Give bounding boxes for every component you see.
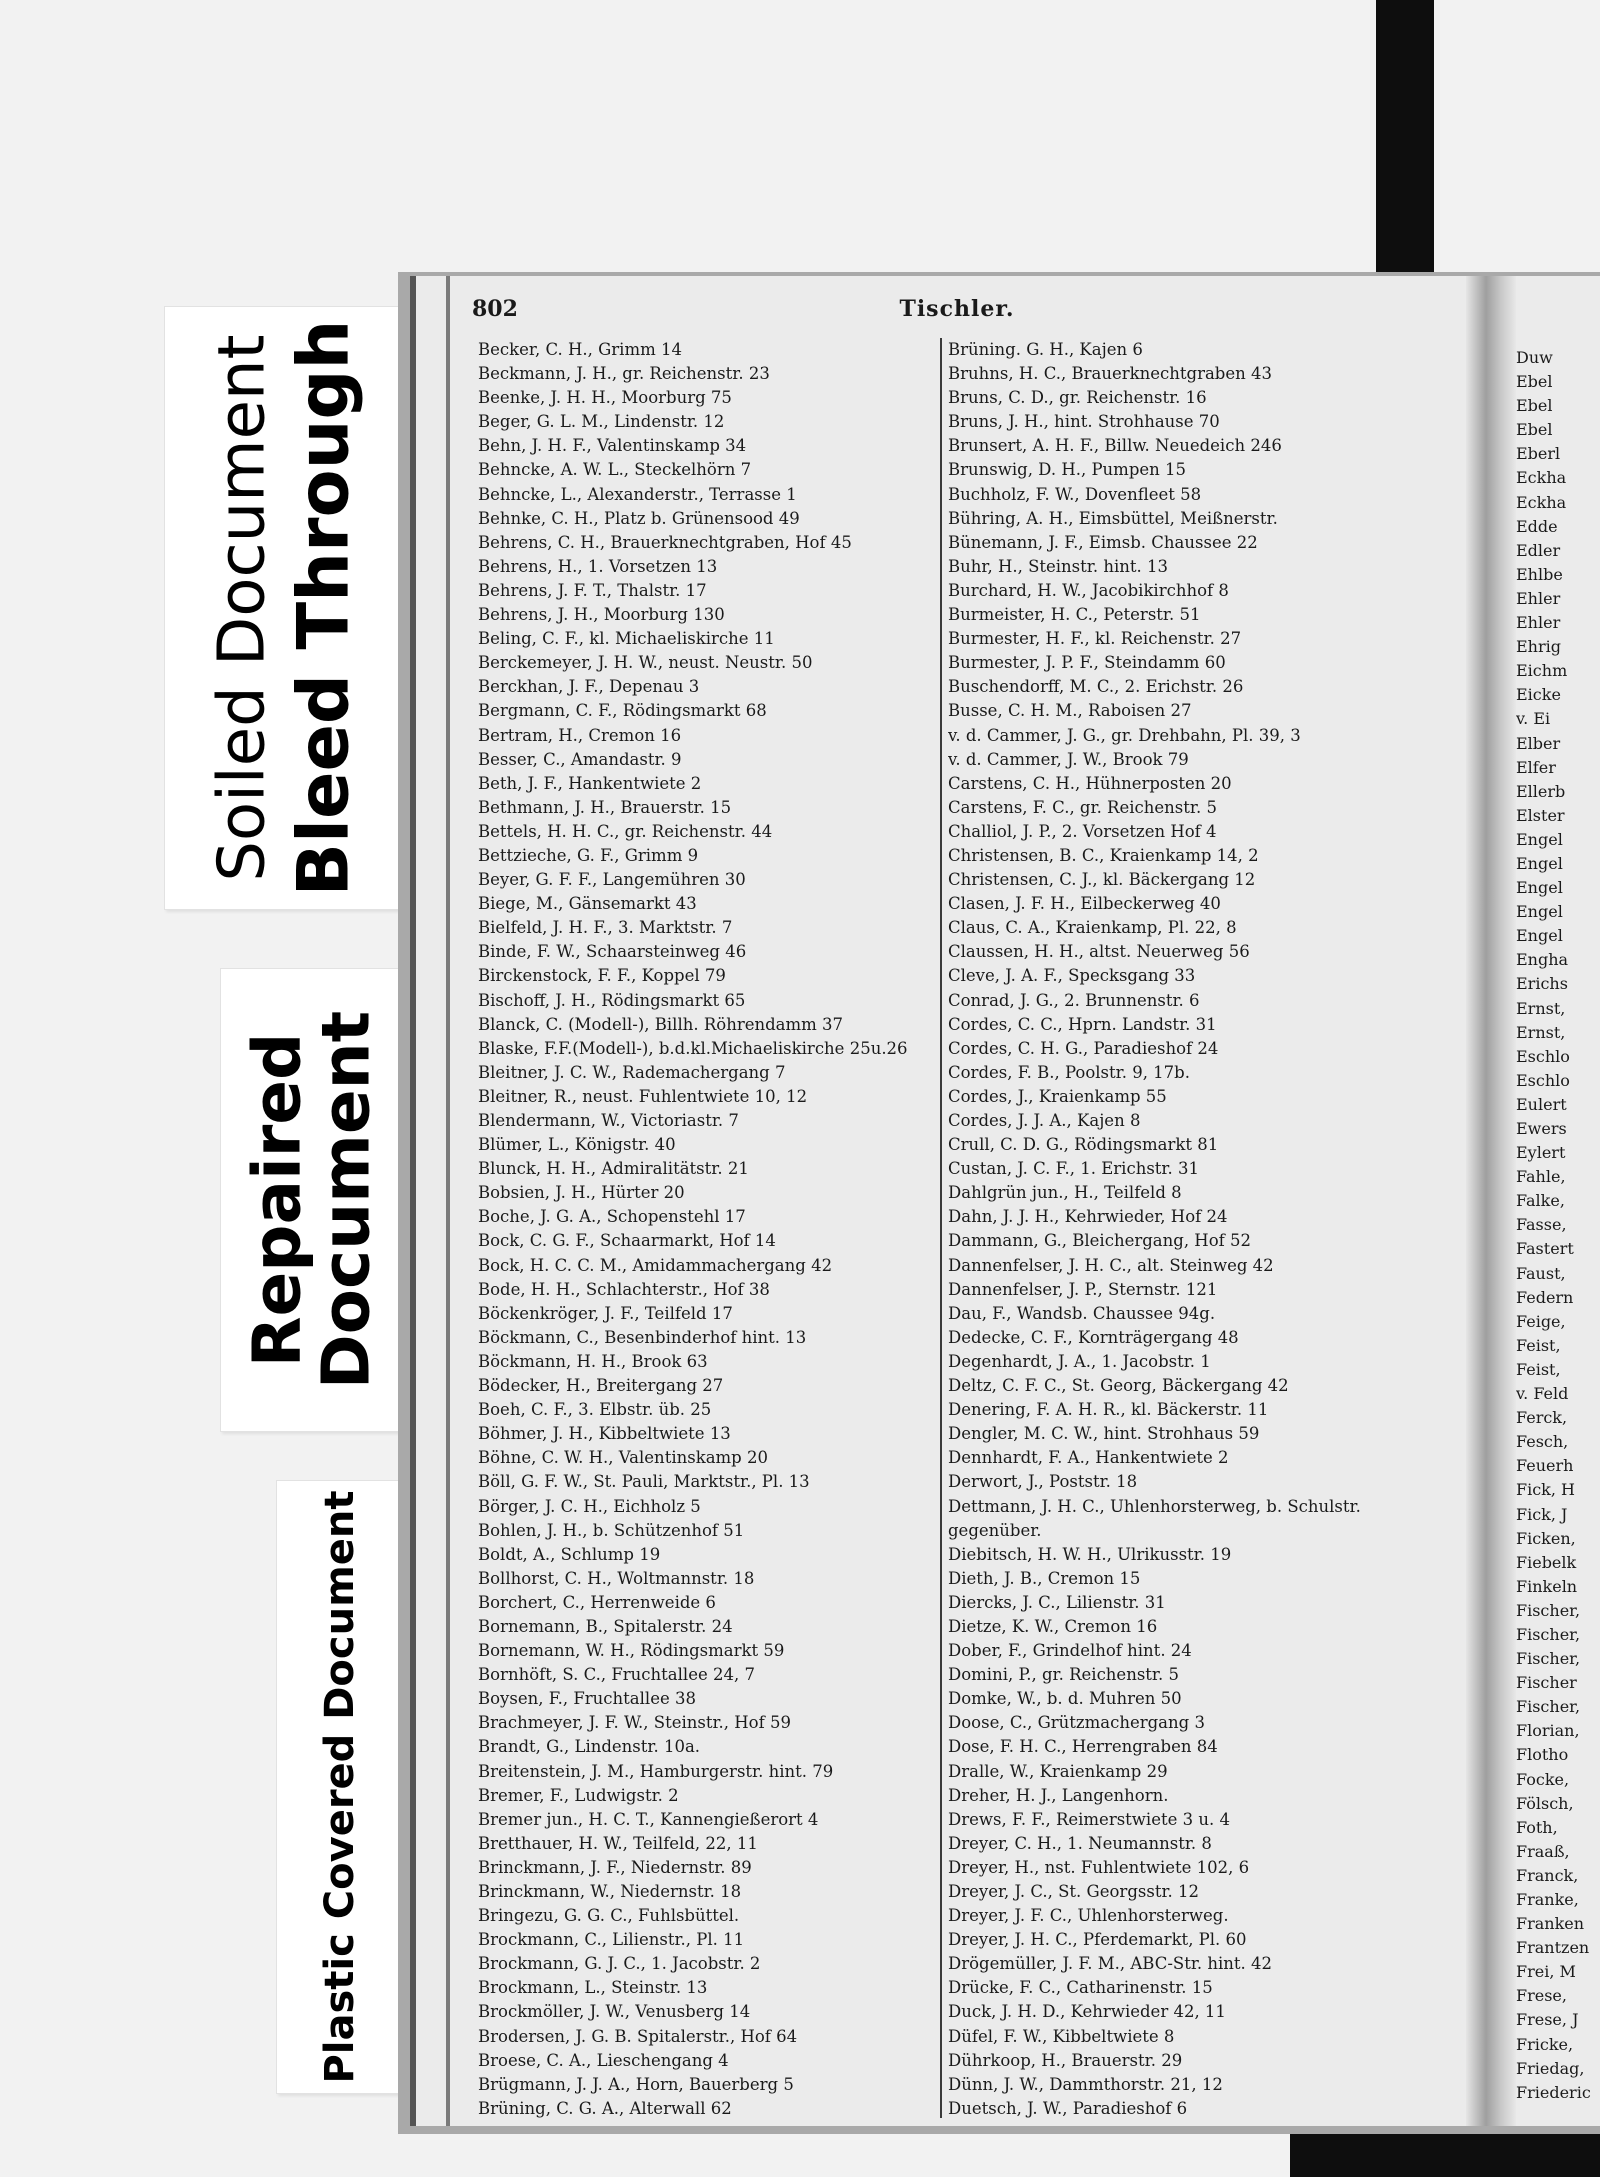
directory-entry: Dose, F. H. C., Herrengraben 84 xyxy=(948,1737,1218,1757)
directory-entry: Biege, M., Gänsemarkt 43 xyxy=(478,894,697,914)
directory-entry: Boeh, C. F., 3. Elbstr. üb. 25 xyxy=(478,1400,712,1420)
directory-entry: Frei, M xyxy=(1516,1962,1576,1982)
label-plastic: Plastic Covered Document xyxy=(317,1490,363,2084)
directory-entry: Binde, F. W., Schaarsteinweg 46 xyxy=(478,942,747,962)
directory-entry: Cordes, C. H. G., Paradieshof 24 xyxy=(948,1038,1219,1058)
directory-entry: Christensen, C. J., kl. Bäckergang 12 xyxy=(948,870,1256,890)
directory-entry: Ficken, xyxy=(1516,1528,1576,1548)
right-column-partial xyxy=(1516,346,1600,2105)
directory-entry: Düfel, F. W., Kibbeltwiete 8 xyxy=(948,2026,1175,2046)
directory-entry: Beyer, G. F. F., Langemühren 30 xyxy=(478,870,746,890)
directory-entry: Engel xyxy=(1516,902,1563,922)
directory-entry: Ebel xyxy=(1516,420,1553,440)
directory-entry: Fischer xyxy=(1516,1673,1577,1693)
directory-entry: Bretthauer, H. W., Teilfeld, 22, 11 xyxy=(478,1833,758,1853)
directory-entry: Fastert xyxy=(1516,1239,1574,1259)
directory-entry: gegenüber. xyxy=(948,1520,1042,1540)
directory-entry: Engha xyxy=(1516,950,1569,970)
directory-entry: Dralle, W., Kraienkamp 29 xyxy=(948,1761,1168,1781)
directory-entry: Birckenstock, F. F., Koppel 79 xyxy=(478,966,726,986)
directory-entry: Eckha xyxy=(1516,492,1567,512)
directory-entry: Deltz, C. F. C., St. Georg, Bäckergang 42 xyxy=(948,1376,1289,1396)
directory-entry: Boldt, A., Schlump 19 xyxy=(478,1544,661,1564)
directory-entry: Custan, J. C. F., 1. Erichstr. 31 xyxy=(948,1159,1199,1179)
directory-entry: Dreyer, H., nst. Fuhlentwiete 102, 6 xyxy=(948,1857,1250,1877)
directory-entry: Buchholz, F. W., Dovenfleet 58 xyxy=(948,484,1202,504)
directory-entry: Bertram, H., Cremon 16 xyxy=(478,725,682,745)
directory-entry: Cordes, F. B., Poolstr. 9, 17b. xyxy=(948,1062,1190,1082)
directory-entry: Christensen, B. C., Kraienkamp 14, 2 xyxy=(948,845,1259,865)
directory-entry: Edde xyxy=(1516,516,1558,536)
directory-entry: Erichs xyxy=(1516,974,1568,994)
directory-entry: Fischer, xyxy=(1516,1600,1581,1620)
directory-entry: Bruns, J. H., hint. Strohhause 70 xyxy=(948,412,1220,432)
directory-entry: Dannenfelser, J. P., Sternstr. 121 xyxy=(948,1279,1218,1299)
directory-entry: Cordes, C. C., Hprn. Landstr. 31 xyxy=(948,1014,1217,1034)
directory-entry: Edler xyxy=(1516,540,1561,560)
directory-entry: Dreher, H. J., Langenhorn. xyxy=(948,1785,1169,1805)
directory-entry: Diercks, J. C., Lilienstr. 31 xyxy=(948,1592,1166,1612)
directory-entry: Bode, H. H., Schlachterstr., Hof 38 xyxy=(478,1279,770,1299)
directory-entry: Blaske, F.F.(Modell-), b.d.kl.Michaeliskirche 25u.26 xyxy=(478,1038,908,1058)
directory-entry: Buschendorff, M. C., 2. Erichstr. 26 xyxy=(948,677,1244,697)
directory-entry: Frese, J xyxy=(1516,2010,1579,2030)
label-bleed-through: Bleed Through xyxy=(282,319,365,897)
directory-entry: Burchard, H. W., Jacobikirchhof 8 xyxy=(948,580,1229,600)
directory-entry: Foth, xyxy=(1516,1817,1558,1837)
directory-entry: Falke, xyxy=(1516,1191,1565,1211)
directory-entry: Fischer, xyxy=(1516,1649,1581,1669)
directory-entry: Crull, C. D. G., Rödingsmarkt 81 xyxy=(948,1135,1219,1155)
directory-entry: Bischoff, J. H., Rödingsmarkt 65 xyxy=(478,990,746,1010)
directory-entry: Finkeln xyxy=(1516,1576,1578,1596)
directory-entry: Bethmann, J. H., Brauerstr. 15 xyxy=(478,797,732,817)
directory-entry: Behn, J. H. F., Valentinskamp 34 xyxy=(478,436,747,456)
directory-entry: Dettmann, J. H. C., Uhlenhorsterweg, b. Schulstr. xyxy=(948,1496,1361,1516)
directory-entry: Dietze, K. W., Cremon 16 xyxy=(948,1616,1158,1636)
directory-entry: Fick, J xyxy=(1516,1504,1568,1524)
directory-entry: Fesch, xyxy=(1516,1432,1569,1452)
directory-entry: Dennhardt, F. A., Hankentwiete 2 xyxy=(948,1448,1229,1468)
directory-entry: Bornemann, B., Spitalerstr. 24 xyxy=(478,1616,733,1636)
directory-entry: Fischer, xyxy=(1516,1624,1581,1644)
directory-entry: Dünn, J. W., Dammthorstr. 21, 12 xyxy=(948,2074,1223,2094)
directory-entry: Ebel xyxy=(1516,396,1553,416)
directory-entry: Blendermann, W., Victoriastr. 7 xyxy=(478,1111,739,1130)
directory-entry: Bobsien, J. H., Hürter 20 xyxy=(478,1183,685,1203)
directory-entry: Duetsch, J. W., Paradieshof 6 xyxy=(948,2098,1188,2118)
dark-frame-strip-top xyxy=(1376,0,1434,278)
directory-entry: Dreyer, C. H., 1. Neumannstr. 8 xyxy=(948,1833,1212,1853)
directory-entry: Bödecker, H., Breitergang 27 xyxy=(478,1376,724,1396)
directory-entry: Behrens, C. H., Brauerknechtgraben, Hof 45 xyxy=(478,532,852,552)
directory-entry: Burmester, J. P. F., Steindamm 60 xyxy=(948,653,1226,673)
page-edge-line xyxy=(446,276,450,2126)
directory-entry: v. d. Cammer, J. W., Brook 79 xyxy=(948,749,1189,769)
directory-entry: Fölsch, xyxy=(1516,1793,1574,1813)
directory-entry: Dahn, J. J. H., Kehrwieder, Hof 24 xyxy=(948,1207,1228,1227)
directory-entry: Behrens, H., 1. Vorsetzen 13 xyxy=(478,556,718,576)
label-card-plastic xyxy=(276,1480,404,2094)
directory-entry: Brügmann, J. J. A., Horn, Bauerberg 5 xyxy=(478,2074,794,2094)
directory-entry: Brandt, G., Lindenstr. 10a. xyxy=(478,1737,701,1757)
directory-entry: Buhr, H., Steinstr. hint. 13 xyxy=(948,556,1168,576)
directory-entry: Blümer, L., Königstr. 40 xyxy=(478,1135,676,1155)
directory-entry: Bleitner, J. C. W., Rademachergang 7 xyxy=(478,1062,786,1082)
directory-entry: Dreyer, J. C., St. Georgsstr. 12 xyxy=(948,1882,1200,1901)
directory-entry: Fahle, xyxy=(1516,1167,1566,1187)
directory-entry: Drücke, F. C., Catharinenstr. 15 xyxy=(948,1978,1213,1998)
directory-entry: Böhne, C. W. H., Valentinskamp 20 xyxy=(478,1448,768,1468)
directory-entry: Degenhardt, J. A., 1. Jacobstr. 1 xyxy=(948,1351,1211,1371)
directory-entry: Cordes, J., Kraienkamp 55 xyxy=(948,1086,1167,1106)
directory-entry: Börger, J. C. H., Eichholz 5 xyxy=(478,1496,701,1516)
directory-entry: Dober, F., Grindelhof hint. 24 xyxy=(948,1641,1192,1661)
running-head: Tischler. xyxy=(899,296,1015,322)
directory-entry: Diebitsch, H. W. H., Ulrikusstr. 19 xyxy=(948,1544,1232,1564)
directory-entry: Bruns, C. D., gr. Reichenstr. 16 xyxy=(948,388,1207,408)
directory-entry: Dammann, G., Bleichergang, Hof 52 xyxy=(948,1231,1251,1251)
directory-entry: Becker, C. H., Grimm 14 xyxy=(478,340,682,359)
directory-entry: Busse, C. H. M., Raboisen 27 xyxy=(948,701,1192,721)
directory-entry: Böhmer, J. H., Kibbeltwiete 13 xyxy=(478,1424,731,1444)
directory-entry: Domini, P., gr. Reichenstr. 5 xyxy=(948,1665,1179,1685)
scanned-directory-page xyxy=(410,276,1600,2126)
directory-entry: Bringezu, G. G. C., Fuhlsbüttel. xyxy=(478,1906,740,1926)
directory-entry: Elster xyxy=(1516,805,1565,825)
directory-entry: Claus, C. A., Kraienkamp, Pl. 22, 8 xyxy=(948,918,1237,938)
directory-entry: Beth, J. F., Hankentwiete 2 xyxy=(478,773,702,793)
directory-entry: Friedag, xyxy=(1516,2058,1585,2078)
directory-entry: Breitenstein, J. M., Hamburgerstr. hint. 79 xyxy=(478,1761,834,1781)
directory-entry: Feige, xyxy=(1516,1311,1566,1331)
directory-entry: Brinckmann, W., Niedernstr. 18 xyxy=(478,1882,742,1901)
directory-entry: Domke, W., b. d. Muhren 50 xyxy=(948,1689,1182,1709)
directory-entry: Dahlgrün jun., H., Teilfeld 8 xyxy=(948,1183,1182,1203)
directory-entry: Brodersen, J. G. B. Spitalerstr., Hof 64 xyxy=(478,2026,798,2046)
directory-entry: Bollhorst, C. H., Woltmannstr. 18 xyxy=(478,1568,755,1588)
directory-entry: Brüning, C. G. A., Alterwall 62 xyxy=(478,2098,732,2118)
directory-entry: Drews, F. F., Reimerstwiete 3 u. 4 xyxy=(948,1809,1230,1829)
directory-entry: Bremer jun., H. C. T., Kannengießerort 4 xyxy=(478,1809,819,1829)
label-soiled: Soiled Document xyxy=(205,334,280,882)
directory-entry: Focke, xyxy=(1516,1769,1570,1789)
directory-entry: Cleve, J. A. F., Specksgang 33 xyxy=(948,966,1196,986)
directory-entry: Eicke xyxy=(1516,685,1561,705)
directory-entry: Eulert xyxy=(1516,1094,1567,1114)
directory-entry: Bohlen, J. H., b. Schützenhof 51 xyxy=(478,1520,745,1540)
directory-entry: Boysen, F., Fruchtallee 38 xyxy=(478,1689,696,1709)
directory-entry: v. Ei xyxy=(1516,709,1551,729)
label-repaired-line2: Document xyxy=(308,1010,385,1390)
directory-entry: Elber xyxy=(1516,733,1561,753)
directory-entry: Dau, F., Wandsb. Chaussee 94g. xyxy=(948,1303,1216,1323)
directory-entry: Bornhöft, S. C., Fruchtallee 24, 7 xyxy=(478,1665,755,1685)
directory-entry: Fick, H xyxy=(1516,1480,1575,1500)
directory-entry: Franke, xyxy=(1516,1890,1579,1909)
directory-entry: Brachmeyer, J. F. W., Steinstr., Hof 59 xyxy=(478,1713,791,1733)
directory-entry: Ernst, xyxy=(1516,1022,1566,1042)
directory-entry: Brüning. G. H., Kajen 6 xyxy=(948,340,1143,359)
directory-entry: Challiol, J. P., 2. Vorsetzen Hof 4 xyxy=(948,821,1217,841)
directory-entry: Denering, F. A. H. R., kl. Bäckerstr. 11 xyxy=(948,1400,1269,1420)
directory-entry: Engel xyxy=(1516,853,1563,873)
label-card-soiled xyxy=(164,306,406,910)
directory-entry: Conrad, J. G., 2. Brunnenstr. 6 xyxy=(948,990,1200,1010)
directory-entry: Burmester, H. F., kl. Reichenstr. 27 xyxy=(948,629,1242,649)
book-gutter xyxy=(1466,276,1516,2126)
directory-entry: Böckenkröger, J. F., Teilfeld 17 xyxy=(478,1303,733,1323)
directory-entry: Beenke, J. H. H., Moorburg 75 xyxy=(478,388,732,408)
directory-entry: Bettzieche, G. F., Grimm 9 xyxy=(478,845,699,865)
directory-entry: Dreyer, J. H. C., Pferdemarkt, Pl. 60 xyxy=(948,1930,1247,1950)
label-repaired-text-group xyxy=(238,1010,385,1390)
directory-entry: Bettels, H. H. C., gr. Reichenstr. 44 xyxy=(478,821,773,841)
directory-entry: Fischer, xyxy=(1516,1697,1581,1717)
directory-entry: Cordes, J. J. A., Kajen 8 xyxy=(948,1111,1141,1130)
directory-entry: Bühring, A. H., Eimsbüttel, Meißnerstr. xyxy=(948,508,1278,528)
directory-entry: Beger, G. L. M., Lindenstr. 12 xyxy=(478,412,725,432)
directory-entry: Behrens, J. H., Moorburg 130 xyxy=(478,605,725,625)
directory-entry: Beckmann, J. H., gr. Reichenstr. 23 xyxy=(478,364,770,384)
directory-entry: Franken xyxy=(1516,1914,1585,1934)
directory-entry: Carstens, C. H., Hühnerposten 20 xyxy=(948,773,1232,793)
directory-entry: Brockmöller, J. W., Venusberg 14 xyxy=(478,2002,751,2022)
directory-entry: Böll, G. F. W., St. Pauli, Marktstr., Pl. 13 xyxy=(478,1472,810,1492)
directory-entry: Fraaß, xyxy=(1516,1841,1570,1861)
directory-entry: Brunswig, D. H., Pumpen 15 xyxy=(948,460,1187,480)
directory-entry: Ferck, xyxy=(1516,1408,1568,1428)
directory-entry: Carstens, F. C., gr. Reichenstr. 5 xyxy=(948,797,1217,817)
directory-entry: Flotho xyxy=(1516,1745,1569,1765)
directory-entry: Beling, C. F., kl. Michaeliskirche 11 xyxy=(478,629,775,649)
directory-entry: Duck, J. H. D., Kehrwieder 42, 11 xyxy=(948,2002,1226,2022)
directory-entry: Clasen, J. F. H., Eilbeckerweg 40 xyxy=(948,894,1221,914)
directory-entry: Brockmann, G. J. C., 1. Jacobstr. 2 xyxy=(478,1954,761,1974)
directory-entry: Ehler xyxy=(1516,588,1561,608)
directory-entry: v. d. Cammer, J. G., gr. Drehbahn, Pl. 39, 3 xyxy=(948,725,1301,745)
directory-entry: Bremer, F., Ludwigstr. 2 xyxy=(478,1785,679,1805)
directory-entry: Bruhns, H. C., Brauerknechtgraben 43 xyxy=(948,364,1272,384)
directory-entry: Friederic xyxy=(1516,2082,1591,2102)
directory-entry: Behrens, J. F. T., Thalstr. 17 xyxy=(478,580,707,600)
directory-entry: v. Feld xyxy=(1516,1384,1569,1404)
directory-entry: Bielfeld, J. H. F., 3. Marktstr. 7 xyxy=(478,918,733,938)
directory-entry: Eschlo xyxy=(1516,1070,1570,1090)
directory-entry: Eichm xyxy=(1516,661,1568,681)
directory-entry: Blanck, C. (Modell-), Billh. Röhrendamm 37 xyxy=(478,1014,844,1034)
directory-entry: Bornemann, W. H., Rödingsmarkt 59 xyxy=(478,1641,785,1661)
directory-entry: Eschlo xyxy=(1516,1046,1570,1066)
page-number: 802 xyxy=(472,296,518,322)
directory-entry: Burmeister, H. C., Peterstr. 51 xyxy=(948,605,1201,625)
directory-entry: Faust, xyxy=(1516,1263,1566,1283)
directory-entry: Ehrig xyxy=(1516,637,1561,657)
directory-entry: Behncke, L., Alexanderstr., Terrasse 1 xyxy=(478,484,797,504)
dark-frame-strip-bottom xyxy=(1290,2132,1600,2177)
column-divider xyxy=(940,338,942,2118)
directory-entry: Fricke, xyxy=(1516,2034,1574,2054)
directory-entry: Bünemann, J. F., Eimsb. Chaussee 22 xyxy=(948,532,1258,552)
directory-entry: Brockmann, C., Lilienstr., Pl. 11 xyxy=(478,1930,745,1950)
directory-entry: Ebel xyxy=(1516,372,1553,392)
directory-entry: Doose, C., Grützmachergang 3 xyxy=(948,1713,1205,1733)
directory-entry: Dengler, M. C. W., hint. Strohhaus 59 xyxy=(948,1424,1260,1444)
directory-entry: Ellerb xyxy=(1516,781,1566,801)
directory-entry: Feuerh xyxy=(1516,1456,1574,1476)
directory-entry: Federn xyxy=(1516,1287,1574,1307)
directory-entry: Engel xyxy=(1516,878,1563,898)
directory-entry: Eberl xyxy=(1516,444,1561,464)
directory-entry: Drögemüller, J. F. M., ABC-Str. hint. 42 xyxy=(948,1954,1273,1974)
directory-entry: Bergmann, C. F., Rödingsmarkt 68 xyxy=(478,701,767,721)
directory-entry: Engel xyxy=(1516,926,1563,946)
directory-entry: Borchert, C., Herrenweide 6 xyxy=(478,1592,716,1612)
directory-entry: Bock, H. C. C. M., Amidammachergang 42 xyxy=(478,1255,833,1275)
directory-entry: Broese, C. A., Lieschengang 4 xyxy=(478,2050,729,2070)
directory-entry: Dieth, J. B., Cremon 15 xyxy=(948,1568,1141,1588)
directory-entry: Brunsert, A. H. F., Billw. Neuedeich 246 xyxy=(948,436,1282,456)
directory-entry: Claussen, H. H., altst. Neuerweg 56 xyxy=(948,942,1250,962)
directory-entry: Behncke, A. W. L., Steckelhörn 7 xyxy=(478,460,752,480)
directory-entry: Fiebelk xyxy=(1516,1552,1577,1572)
label-card-repaired xyxy=(220,968,404,1432)
directory-entry: Dedecke, C. F., Kornträgergang 48 xyxy=(948,1327,1239,1347)
directory-entry: Dannenfelser, J. H. C., alt. Steinweg 42 xyxy=(948,1255,1274,1275)
directory-entry: Bleitner, R., neust. Fuhlentwiete 10, 12 xyxy=(478,1086,808,1106)
directory-entry: Ehler xyxy=(1516,613,1561,633)
directory-entry: Franck, xyxy=(1516,1865,1579,1885)
directory-entry: Feist, xyxy=(1516,1359,1561,1379)
directory-entry: Frantzen xyxy=(1516,1938,1590,1958)
directory-entry: Besser, C., Amandastr. 9 xyxy=(478,749,682,769)
directory-entry: Dührkoop, H., Brauerstr. 29 xyxy=(948,2050,1183,2070)
directory-entry: Blunck, H. H., Admiralitätstr. 21 xyxy=(478,1159,749,1179)
directory-entry: Ewers xyxy=(1516,1119,1567,1138)
directory-entry: Boche, J. G. A., Schopenstehl 17 xyxy=(478,1207,746,1227)
directory-entry: Eylert xyxy=(1516,1143,1566,1163)
directory-entry: Eckha xyxy=(1516,468,1567,488)
directory-entry: Florian, xyxy=(1516,1721,1580,1741)
directory-entry: Duw xyxy=(1516,348,1553,367)
directory-entry: Behnke, C. H., Platz b. Grünensood 49 xyxy=(478,508,800,528)
directory-entry: Brockmann, L., Steinstr. 13 xyxy=(478,1978,708,1998)
directory-entry: Berckemeyer, J. H. W., neust. Neustr. 50 xyxy=(478,653,813,673)
directory-entry: Brinckmann, J. F., Niedernstr. 89 xyxy=(478,1857,752,1877)
directory-entry: Ehlbe xyxy=(1516,564,1563,584)
directory-entry: Feist, xyxy=(1516,1335,1561,1355)
label-soiled-text-group xyxy=(205,320,366,897)
directory-entry: Dreyer, J. F. C., Uhlenhorsterweg. xyxy=(948,1906,1229,1926)
directory-entry: Derwort, J., Poststr. 18 xyxy=(948,1472,1138,1492)
directory-entry: Böckmann, H. H., Brook 63 xyxy=(478,1351,708,1371)
directory-entry: Engel xyxy=(1516,829,1563,849)
directory-entry: Böckmann, C., Besenbinderhof hint. 13 xyxy=(478,1327,807,1347)
middle-column xyxy=(948,338,1468,2121)
label-repaired-line1: Repaired xyxy=(238,1032,316,1368)
directory-entry: Berckhan, J. F., Depenau 3 xyxy=(478,677,700,697)
directory-entry: Bock, C. G. F., Schaarmarkt, Hof 14 xyxy=(478,1231,776,1251)
left-column xyxy=(478,338,940,2121)
page-header xyxy=(472,296,1442,326)
directory-entry: Elfer xyxy=(1516,757,1556,777)
directory-entry: Fasse, xyxy=(1516,1215,1567,1235)
directory-entry: Ernst, xyxy=(1516,998,1566,1018)
directory-entry: Frese, xyxy=(1516,1986,1567,2006)
